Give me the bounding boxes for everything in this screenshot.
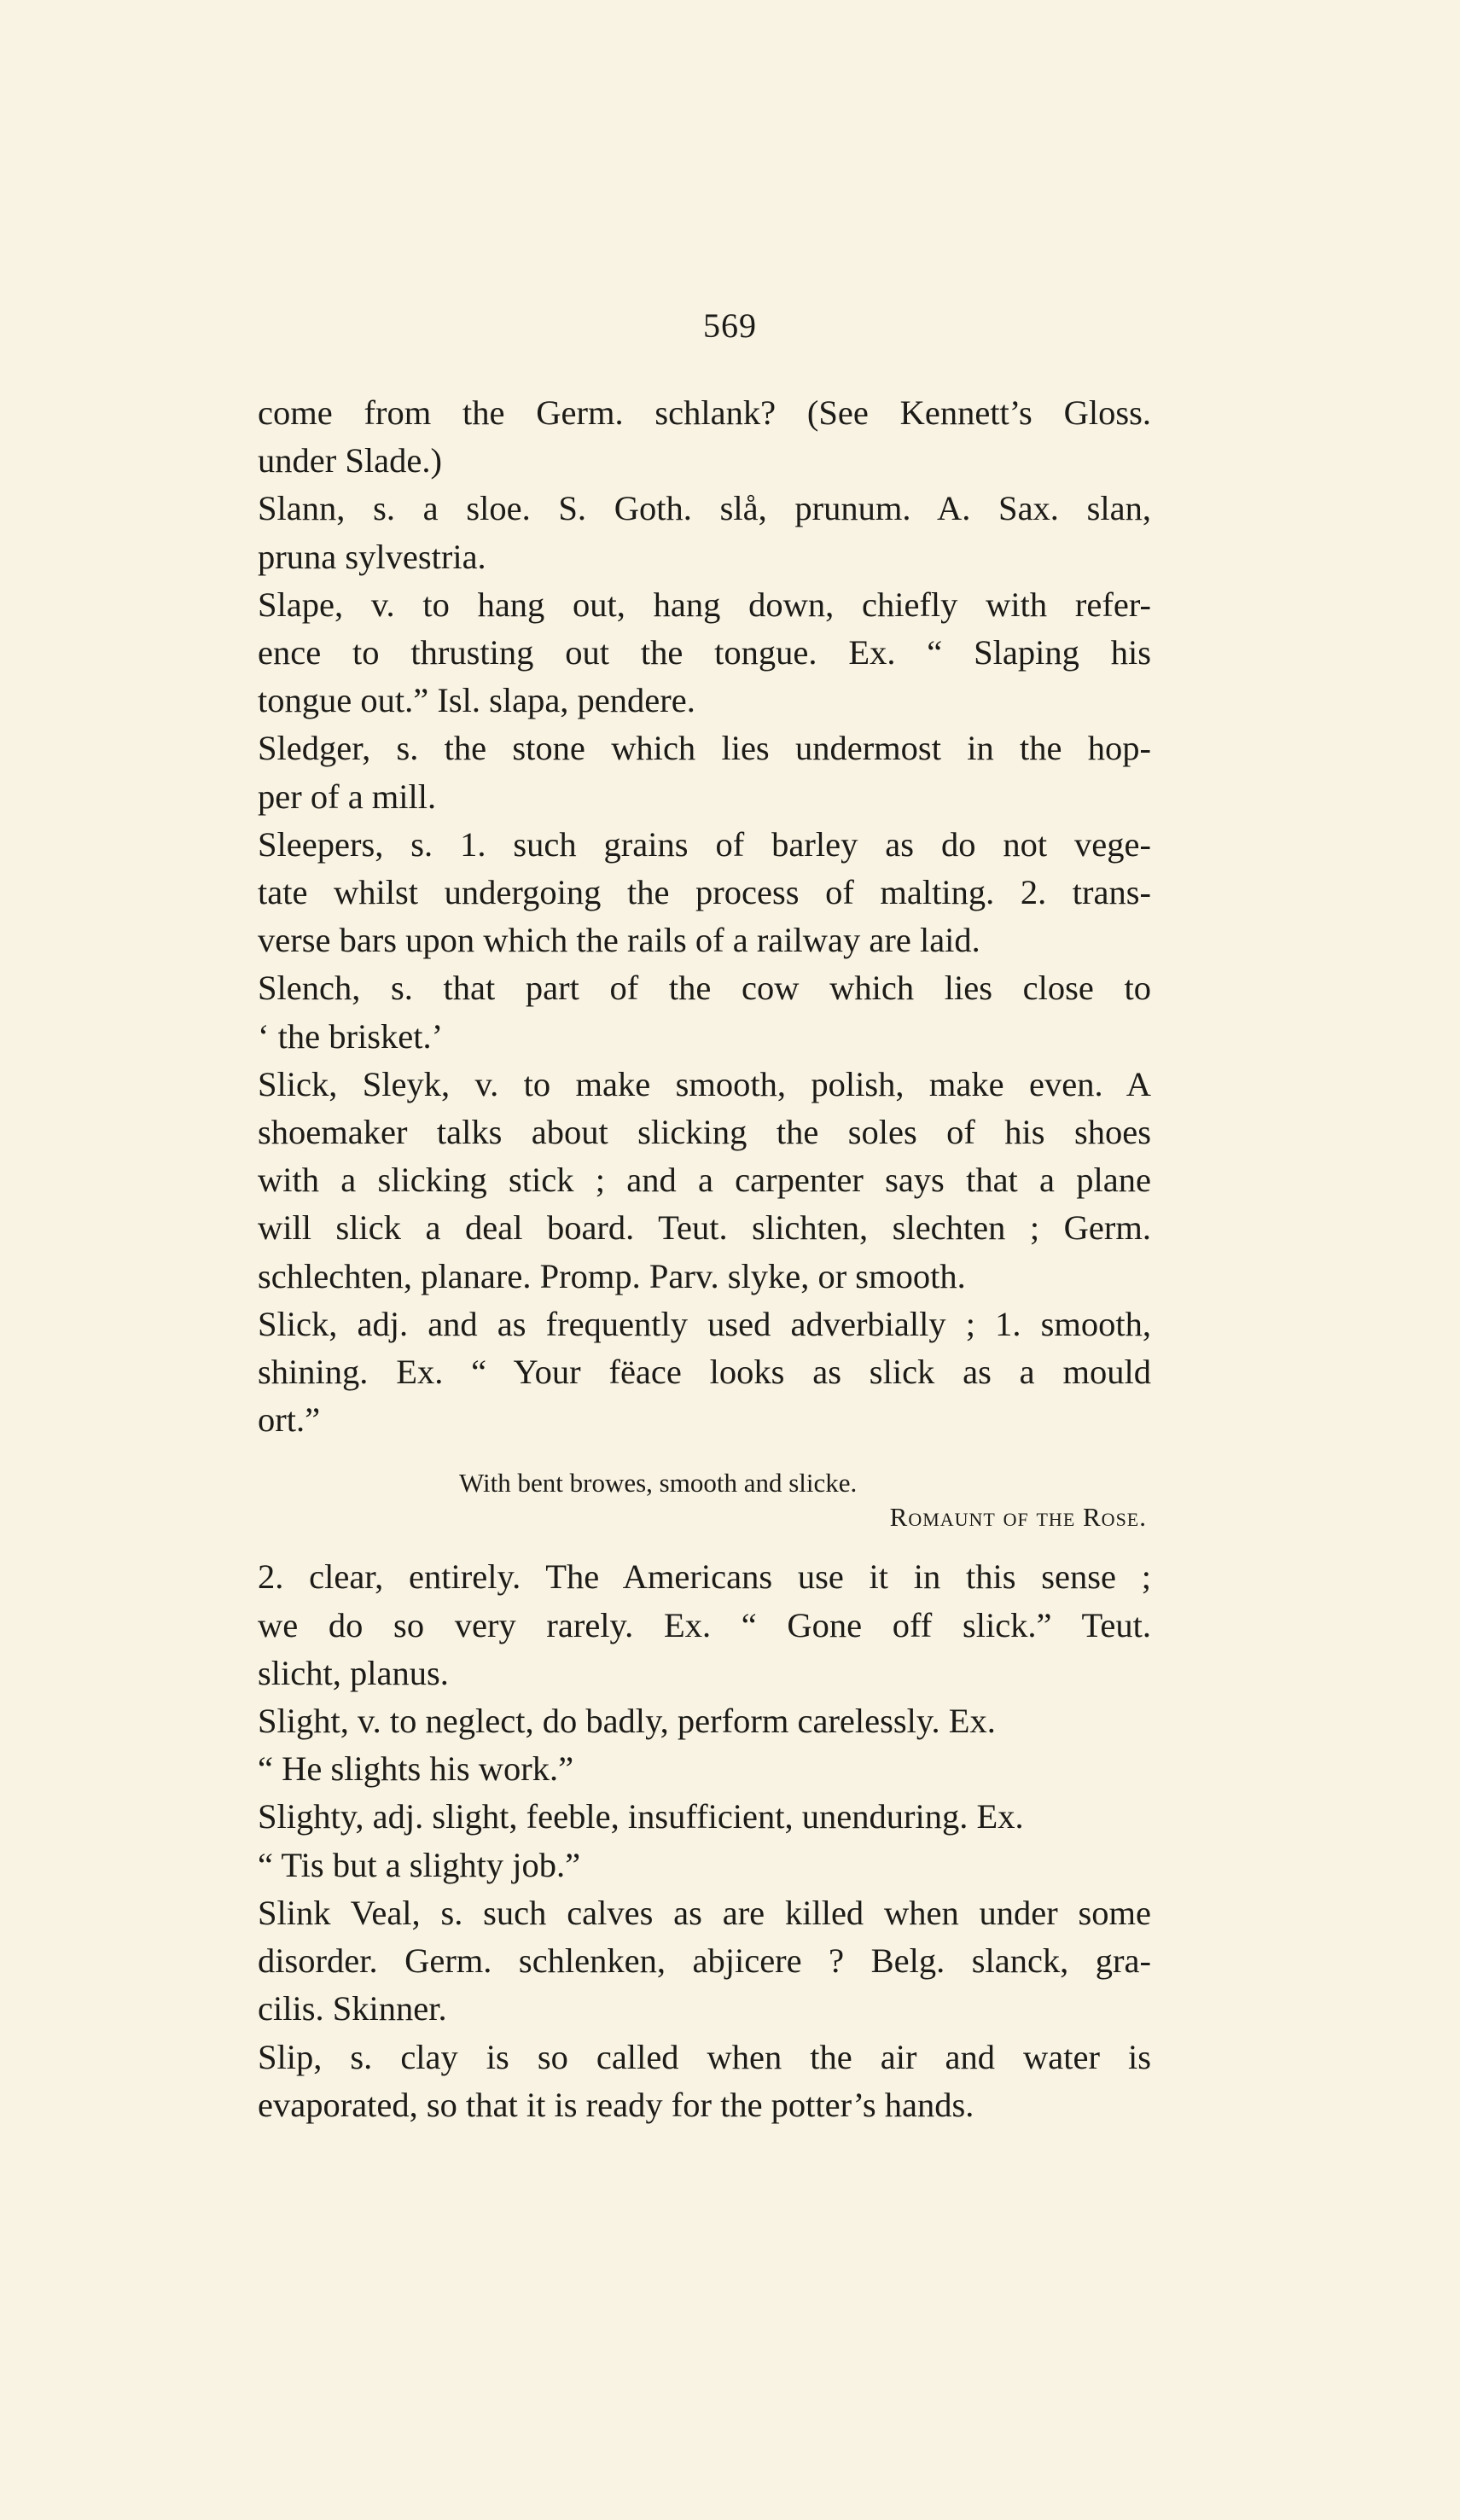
quote-source: Romaunt of the Rose. [889,1502,1147,1533]
text-line: schlechten, planare. Promp. Parv. slyke, or smooth. [258,1256,966,1295]
text-line: Sledger, s. the stone which lies undermost in the hop- [258,729,1151,768]
text-line: Slick, Sleyk, v. to make smooth, polish, make even. A [258,1064,1151,1103]
glossary-text [258,389,1151,2129]
text-line: ‘ the brisket.’ [258,1016,444,1056]
text-line: Slight, v. to neglect, do badly, perform carelessly. Ex. [258,1702,996,1741]
text-line: per of a mill. [258,777,437,816]
text-line: shining. Ex. “ Your fëace looks as slick as a mould [258,1353,1151,1392]
text-line: Slink Veal, s. such calves as are killed when under some [258,1893,1151,1932]
quote-line: With bent browes, smooth and slicke. [459,1468,858,1499]
text-line: “ Tis but a slighty job.” [258,1845,581,1884]
text-line: cilis. Skinner. [258,1989,447,2028]
text-line: come from the Germ. schlank? (See Kennett’s Gloss. [258,393,1151,432]
text-line: Slape, v. to hang out, hang down, chiefly with refer- [258,585,1151,624]
verse-quote [258,1466,1151,1534]
text-line: pruna sylvestria. [258,537,486,576]
text-line: 2. clear, entirely. The Americans use it in this sense ; [258,1557,1151,1597]
text-line: Slann, s. a sloe. S. Goth. slå, prunum. A. Sax. slan, [258,489,1151,528]
text-line: tate whilst undergoing the process of malting. 2. trans- [258,873,1151,912]
text-line: “ He slights his work.” [258,1749,574,1789]
entries-block-1 [258,389,1151,1444]
text-line: slicht, planus. [258,1653,449,1692]
text-line: Slighty, adj. slight, feeble, insufficient, unenduring. Ex. [258,1797,1024,1836]
text-line: with a slicking stick ; and a carpenter says that a plane [258,1161,1151,1200]
text-line: under Slade.) [258,441,442,480]
page-number: 569 [703,306,757,345]
text-line: evaporated, so that it is ready for the potter’s hands. [258,2085,974,2124]
text-line: verse bars upon which the rails of a railway are laid. [258,921,980,960]
text-line: shoemaker talks about slicking the soles of his shoes [258,1113,1151,1152]
text-line: ence to thrusting out the tongue. Ex. “ Slaping his [258,633,1151,672]
text-line: Slench, s. that part of the cow which lies close to [258,969,1151,1008]
text-line: Sleepers, s. 1. such grains of barley as do not vege- [258,824,1151,864]
text-line: Slip, s. clay is so called when the air and water is [258,2037,1151,2076]
text-line: we do so very rarely. Ex. “ Gone off slick.” Teut. [258,1605,1151,1644]
text-line: ort.” [258,1400,321,1440]
text-line: tongue out.” Isl. slapa, pendere. [258,681,695,720]
text-line: disorder. Germ. schlenken, abjicere ? Belg. slanck, gra- [258,1941,1151,1981]
text-line: will slick a deal board. Teut. slichten, slechten ; Germ. [258,1208,1151,1248]
text-line: Slick, adj. and as frequently used adverbially ; 1. smooth, [258,1304,1151,1343]
entries-block-2 [258,1553,1151,2128]
